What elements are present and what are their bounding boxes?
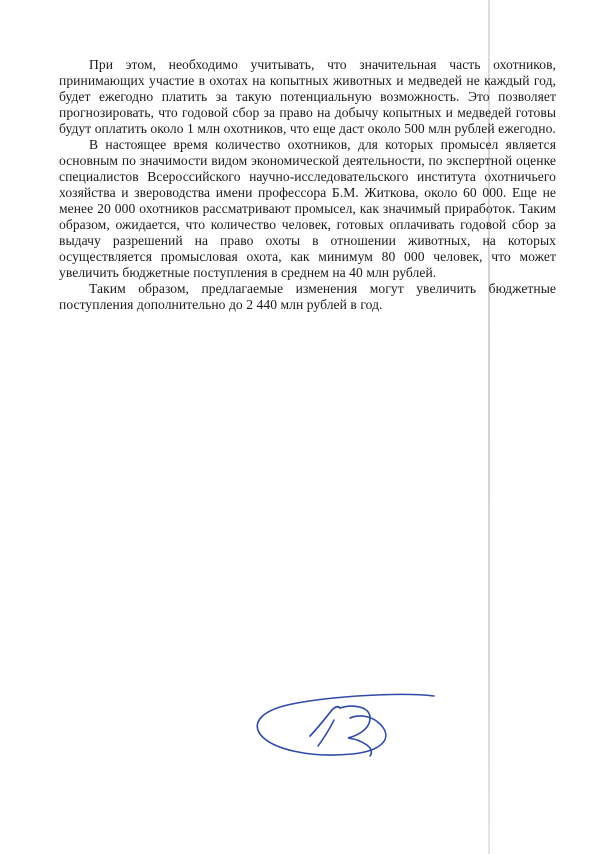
handwritten-signature <box>252 690 442 770</box>
paragraph-hunters-fee: При этом, необходимо учитывать, что значительная часть охотников, принимающих участие в охотах на копытных животных и медведей не каждый год, будет ежегодно платить за такую потенциальную возможность. Это позволяет прогнозировать, что годовой сбор за право на добычу копытных и медведей готовы будут оплатить около 1 млн охотников, что еще даст около 500 млн рублей ежегодно. <box>59 57 556 136</box>
paragraph-conclusion: Таким образом, предлагаемые изменения могут увеличить бюджетные поступления дополнительно до 2 440 млн рублей в год. <box>59 281 556 312</box>
document-body <box>59 57 556 313</box>
paragraph-commercial-hunters: В настоящее время количество охотников, для которых промысел является основным по значимости видом экономической деятельности, по экспертной оценке специалистов Всероссийского научно-исследовательского института охотничьего хозяйства и звероводства имени профессора Б.М. Житкова, около 60 000. Еще не менее 20 000 охотников рассматривают промысел, как значимый приработок. Таким образом, ожидается, что количество человек, готовых оплачивать годовой сбор за выдачу разрешений на право охоты в отношении животных, на которых осуществляется промысловая охота, как минимум 80 000 человек, что может увеличить бюджетные поступления в среднем на 40 млн рублей. <box>59 137 556 280</box>
